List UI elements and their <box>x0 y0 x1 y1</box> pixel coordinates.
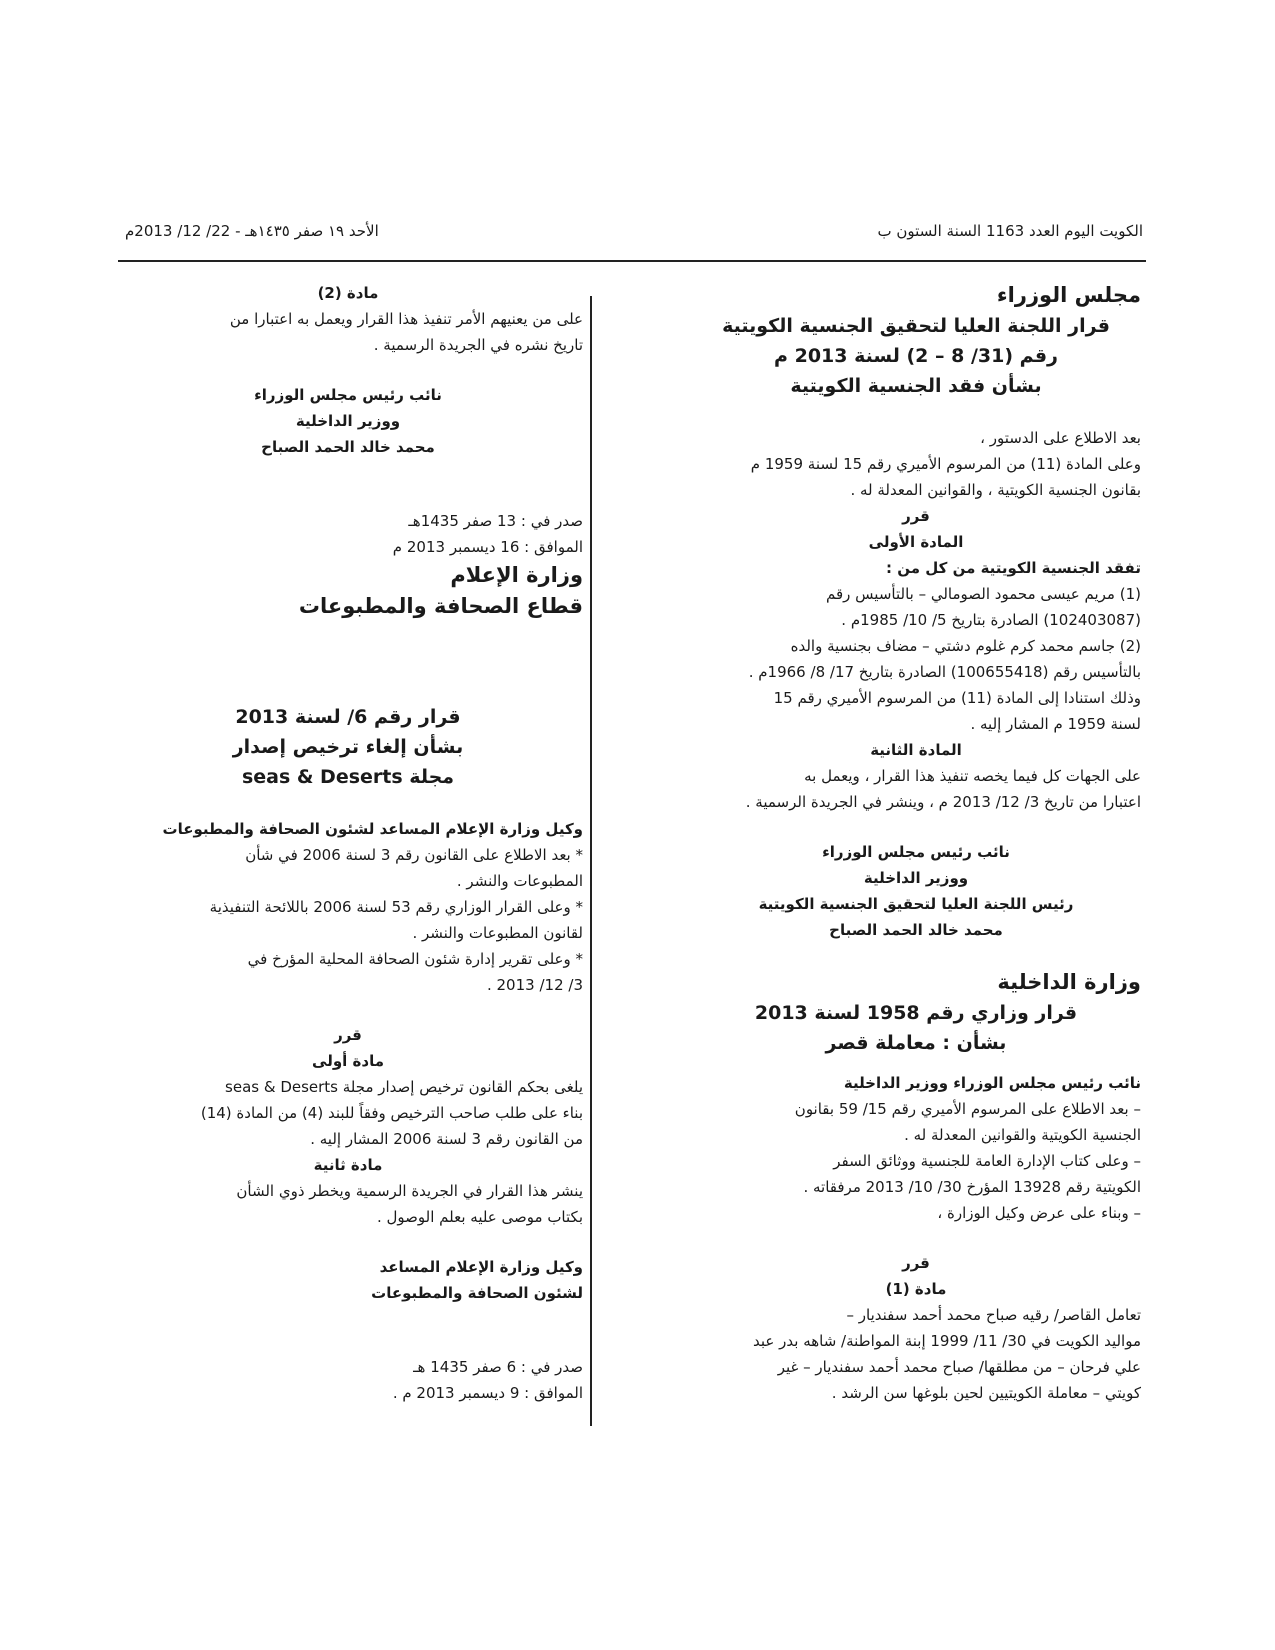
decided-label: قرر <box>902 507 930 525</box>
article-heading: مادة (1) <box>885 1280 947 1298</box>
preamble-line: * وعلى القرار الوزاري رقم 53 لسنة 2006 باللائحة التنفيذية <box>209 898 583 916</box>
decree-title: قرار رقم 6/ لسنة 2013 <box>235 706 461 728</box>
decree-title: قرار اللجنة العليا لتحقيق الجنسية الكويتية <box>722 315 1110 337</box>
column-divider <box>590 296 592 1426</box>
preamble-line: الكويتية رقم 13928 المؤرخ 30/ 10/ 2013 مرفقاته . <box>803 1178 1141 1196</box>
issue-date-line: صدر في : 13 صفر 1435هـ <box>408 512 583 530</box>
article-text: تعامل القاصر/ رقيه صباح محمد أحمد سفنديار – <box>846 1306 1141 1324</box>
preamble-line: لقانون المطبوعات والنشر . <box>412 924 583 942</box>
article-text: (1) مريم عيسى محمود الصومالي – بالتأسيس رقم <box>826 585 1141 603</box>
header-rule <box>118 260 1146 262</box>
issue-date-line: صدر في : 6 صفر 1435 هـ <box>413 1358 583 1376</box>
article-text: لسنة 1959 م المشار إليه . <box>970 715 1141 733</box>
preamble-line: * بعد الاطلاع على القانون رقم 3 لسنة 2006 في شأن <box>245 846 583 864</box>
article-heading: المادة الأولى <box>868 533 964 551</box>
preamble-line: المطبوعات والنشر . <box>456 872 583 890</box>
decided-label: قرر <box>334 1026 362 1044</box>
article-text: تاريخ نشره في الجريدة الرسمية . <box>373 336 583 354</box>
issuer-line: نائب رئيس مجلس الوزراء ووزير الداخلية <box>843 1074 1141 1092</box>
signature-line: لشئون الصحافة والمطبوعات <box>371 1284 583 1302</box>
signature-line: ووزير الداخلية <box>863 869 969 887</box>
signature-name: محمد خالد الحمد الصباح <box>829 921 1003 939</box>
issuer-line: وكيل وزارة الإعلام المساعد لشئون الصحافة والمطبوعات <box>162 820 583 838</box>
article-text: بالتأسيس رقم (100655418) الصادرة بتاريخ 17/ 8/ 1966م . <box>748 663 1141 681</box>
decree-subject: بشأن : معاملة قصر <box>825 1032 1007 1054</box>
sector-heading: قطاع الصحافة والمطبوعات <box>298 594 583 618</box>
article-text: اعتبارا من تاريخ 3/ 12/ 2013 م ، وينشر في الجريدة الرسمية . <box>745 793 1141 811</box>
ministry-heading: مجلس الوزراء <box>996 283 1141 307</box>
signature-line: ووزير الداخلية <box>295 412 401 430</box>
preamble-line: – وعلى كتاب الإدارة العامة للجنسية ووثائق السفر <box>833 1152 1141 1170</box>
article-text: علي فرحان – من مطلقها/ صباح محمد أحمد سفنديار – غير <box>777 1358 1141 1376</box>
decree-number: رقم (31/ 8 – 2) لسنة 2013 م <box>774 345 1058 367</box>
preamble-line: وعلى المادة (11) من المرسوم الأميري رقم 15 لسنة 1959 م <box>750 455 1141 473</box>
preamble-line: بعد الاطلاع على الدستور ، <box>980 429 1141 447</box>
issue-date-line: الموافق : 9 ديسمبر 2013 م . <box>392 1384 583 1402</box>
article-text: (102403087) الصادرة بتاريخ 5/ 10/ 1985م . <box>841 611 1141 629</box>
article-text: على الجهات كل فيما يخصه تنفيذ هذا القرار ، ويعمل به <box>804 767 1141 785</box>
article-heading: المادة الثانية <box>870 741 962 759</box>
decree-subject: بشأن فقد الجنسية الكويتية <box>790 375 1042 397</box>
preamble-line: – بعد الاطلاع على المرسوم الأميري رقم 15/ 59 بقانون <box>794 1100 1141 1118</box>
decree-subject: بشأن إلغاء ترخيص إصدار <box>232 736 464 758</box>
decree-title: قرار وزاري رقم 1958 لسنة 2013 <box>754 1002 1078 1024</box>
article-text: كويتي – معاملة الكويتيين لحين بلوغها سن الرشد . <box>831 1384 1141 1402</box>
ministry-heading: وزارة الإعلام <box>450 563 583 587</box>
page-header-issue: الكويت اليوم العدد 1163 السنة الستون ب <box>877 222 1143 240</box>
left-column <box>113 280 583 1406</box>
article-text: بناء على طلب صاحب الترخيص وفقاً للبند (4) من المادة (14) <box>200 1104 583 1122</box>
article-text: بكتاب موصى عليه بعلم الوصول . <box>376 1208 583 1226</box>
article-heading: مادة أولى <box>312 1052 384 1070</box>
signature-line: نائب رئيس مجلس الوزراء <box>254 386 442 404</box>
ministry-heading: وزارة الداخلية <box>997 970 1141 994</box>
signature-line: رئيس اللجنة العليا لتحقيق الجنسية الكويتية <box>758 895 1074 913</box>
signature-line: وكيل وزارة الإعلام المساعد <box>379 1258 583 1276</box>
preamble-line: بقانون الجنسية الكويتية ، والقوانين المعدلة له . <box>850 481 1141 499</box>
decree-subject: مجلة seas & Deserts <box>241 766 455 788</box>
article-text: (2) جاسم محمد كرم غلوم دشتي – مضاف بجنسية والده <box>790 637 1141 655</box>
article-text: وذلك استنادا إلى المادة (11) من المرسوم الأميري رقم 15 <box>773 689 1141 707</box>
preamble-line: الجنسية الكويتية والقوانين المعدلة له . <box>904 1126 1141 1144</box>
page-header-date: الأحد ١٩ صفر ١٤٣٥هـ - 22/ 12/ 2013م <box>125 222 379 240</box>
article-text: على من يعنيهم الأمر تنفيذ هذا القرار ويعمل به اعتبارا من <box>229 310 583 328</box>
signature-name: محمد خالد الحمد الصباح <box>261 438 435 456</box>
preamble-line: 3/ 12/ 2013 . <box>486 976 583 994</box>
issue-date-line: الموافق : 16 ديسمبر 2013 م <box>392 538 583 556</box>
signature-line: نائب رئيس مجلس الوزراء <box>822 843 1010 861</box>
article-heading: مادة (2) <box>317 284 379 302</box>
preamble-line: * وعلى تقرير إدارة شئون الصحافة المحلية المؤرخ في <box>247 950 583 968</box>
preamble-line: – وبناء على عرض وكيل الوزارة ، <box>937 1204 1141 1222</box>
article-text: مواليد الكويت في 30/ 11/ 1999 إبنة المواطنة/ شاهه بدر عبد <box>753 1332 1141 1350</box>
article-text: ينشر هذا القرار في الجريدة الرسمية ويخطر ذوي الشأن <box>236 1182 583 1200</box>
article-text: يلغى بحكم القانون ترخيص إصدار مجلة seas & Deserts <box>225 1078 583 1096</box>
article-intro: تفقد الجنسية الكويتية من كل من : <box>886 559 1141 577</box>
right-column <box>691 280 1141 1406</box>
article-text: من القانون رقم 3 لسنة 2006 المشار إليه . <box>310 1130 583 1148</box>
article-heading: مادة ثانية <box>313 1156 383 1174</box>
decided-label: قرر <box>902 1254 930 1272</box>
